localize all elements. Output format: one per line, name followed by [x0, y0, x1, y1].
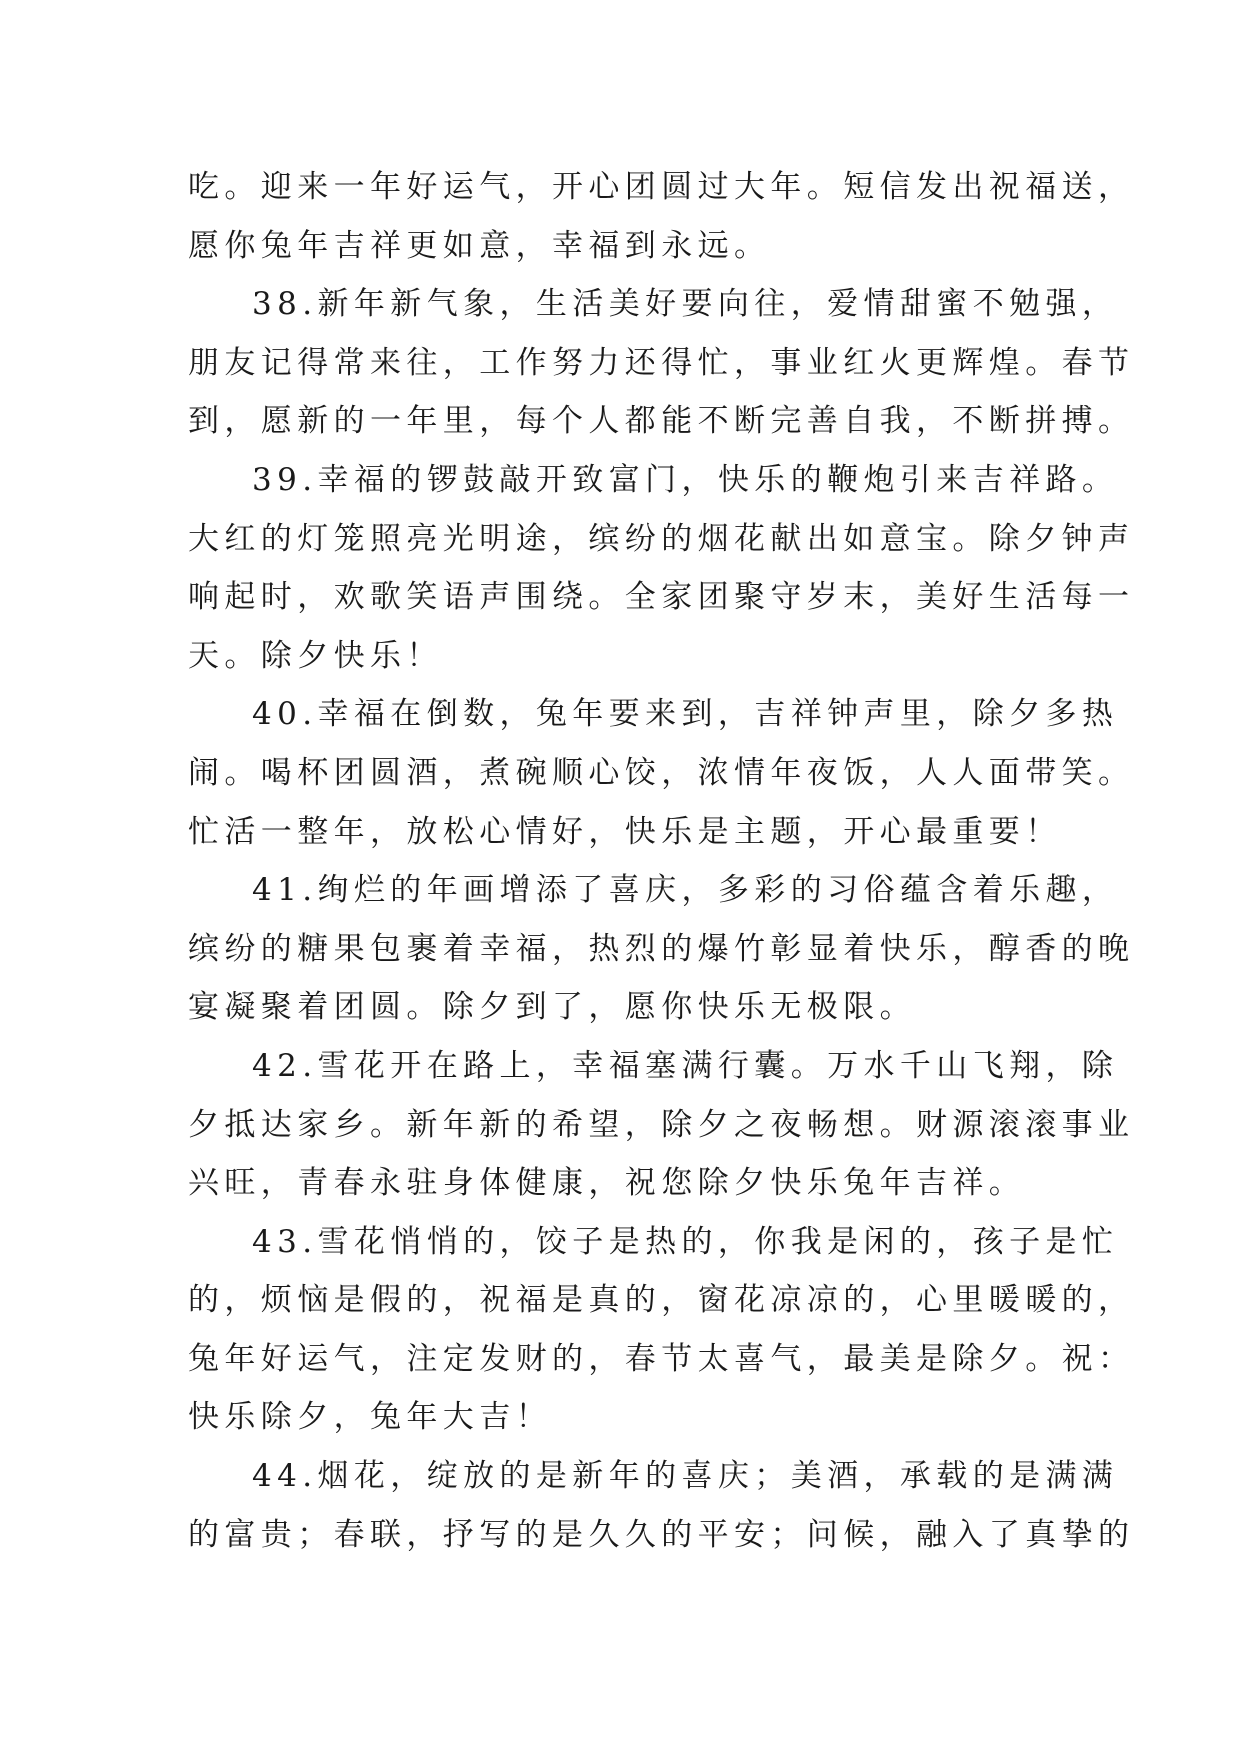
- text-line: 42.雪花开在路上，幸福塞满行囊。万水千山飞翔，除: [252, 1047, 1119, 1084]
- text-line: 宴凝聚着团圆。除夕到了，愿你快乐无极限。: [188, 989, 916, 1026]
- text-line: 40.幸福在倒数，兔年要来到，吉祥钟声里，除夕多热: [252, 696, 1119, 733]
- text-line: 43.雪花悄悄的，饺子是热的，你我是闲的，孩子是忙: [252, 1223, 1119, 1260]
- text-line: 到，愿新的一年里，每个人都能不断完善自我，不断拼搏。: [188, 403, 1135, 440]
- text-line: 兴旺，青春永驻身体健康，祝您除夕快乐兔年吉祥。: [188, 1165, 1026, 1202]
- text-line: 忙活一整年，放松心情好，快乐是主题，开心最重要！: [188, 813, 1062, 850]
- text-line: 的富贵；春联，抒写的是久久的平安；问候，融入了真挚的: [188, 1516, 1135, 1553]
- text-line: 夕抵达家乡。新年新的希望，除夕之夜畅想。财源滚滚事业: [188, 1106, 1135, 1143]
- text-line: 大红的灯笼照亮光明途，缤纷的烟花献出如意宝。除夕钟声: [188, 520, 1135, 557]
- text-line: 兔年好运气，注定发财的，春节太喜气，最美是除夕。祝：: [188, 1340, 1135, 1377]
- text-line: 响起时，欢歌笑语声围绕。全家团聚守岁末，美好生活每一: [188, 579, 1135, 616]
- text-line: 朋友记得常来往，工作努力还得忙，事业红火更辉煌。春节: [188, 344, 1135, 381]
- text-line: 愿你兔年吉祥更如意，幸福到永远。: [188, 227, 771, 264]
- text-line: 41.绚烂的年画增添了喜庆，多彩的习俗蕴含着乐趣，: [252, 872, 1119, 909]
- text-line: 快乐除夕，兔年大吉！: [188, 1399, 552, 1436]
- text-line: 吃。迎来一年好运气，开心团圆过大年。短信发出祝福送，: [188, 169, 1135, 205]
- text-line: 38.新年新气象，生活美好要向往，爱情甜蜜不勉强，: [252, 286, 1119, 323]
- text-line: 39.幸福的锣鼓敲开致富门，快乐的鞭炮引来吉祥路。: [252, 461, 1119, 498]
- text-line: 的，烦恼是假的，祝福是真的，窗花凉凉的，心里暖暖的，: [188, 1282, 1135, 1319]
- text-line: 缤纷的糖果包裹着幸福，热烈的爆竹彰显着快乐，醇香的晚: [188, 930, 1135, 967]
- text-line: 闹。喝杯团圆酒，煮碗顺心饺，浓情年夜饭，人人面带笑。: [188, 754, 1135, 791]
- document-body: [188, 158, 1135, 1564]
- text-line: 44.烟花，绽放的是新年的喜庆；美酒，承载的是满满: [252, 1458, 1119, 1495]
- text-line: 天。除夕快乐！: [188, 637, 443, 674]
